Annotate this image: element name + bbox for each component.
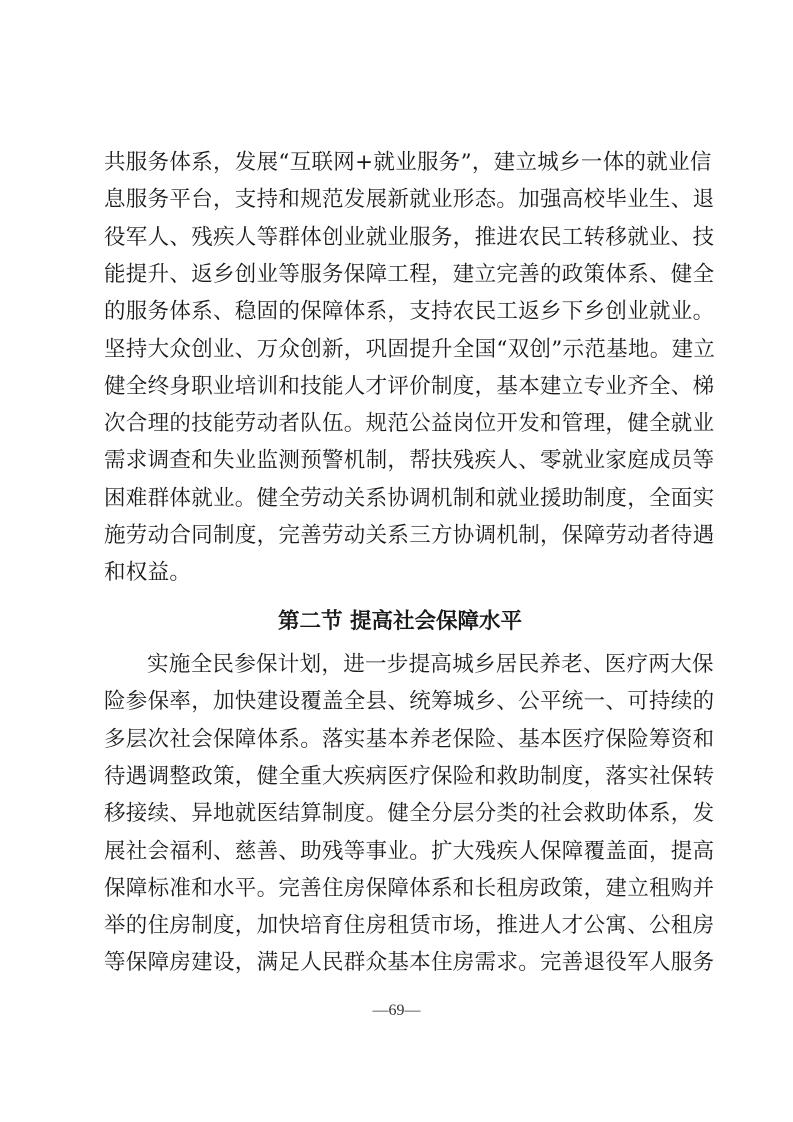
paragraph2-line-8: 举的住房制度，加快培育住房租赁市场，推进人才公寓、公租房: [104, 913, 715, 939]
paragraph1-line-1: 共服务体系，发展“互联网+就业服务”，建立城乡一体的就业信: [104, 150, 712, 175]
paragraph1-line-12: 和权益。: [104, 560, 192, 586]
paragraph2-line-2: 险参保率，加快建设覆盖全县、统筹城乡、公平统一、可持续的: [104, 689, 715, 715]
paragraph2-line-6: 展社会福利、慈善、助残等事业。扩大残疾人保障覆盖面，提高: [104, 838, 715, 864]
paragraph2-line-7: 保障标准和水平。完善住房保障体系和长租房政策，建立租购并: [104, 875, 715, 901]
paragraph2-line-9: 等保障房建设，满足人民群众基本住房需求。完善退役军人服务: [104, 950, 715, 976]
paragraph1-line-2: 息服务平台，支持和规范发展新就业形态。加强高校毕业生、退: [104, 187, 715, 213]
paragraph2-line-3: 多层次社会保障体系。落实基本养老保险、基本医疗保险筹资和: [104, 726, 715, 752]
paragraph1-line-4: 能提升、返乡创业等服务保障工程，建立完善的政策体系、健全: [104, 261, 715, 287]
paragraph2-line-5: 移接续、异地就医结算制度。健全分层分类的社会救助体系，发: [104, 801, 715, 827]
paragraph1-line-10: 困难群体就业。健全劳动关系协调机制和就业援助制度，全面实: [104, 485, 715, 511]
page-number: —69—: [372, 1002, 421, 1019]
paragraph1-line-9: 需求调查和失业监测预警机制，帮扶残疾人、零就业家庭成员等: [104, 448, 715, 474]
paragraph1-line-7: 健全终身职业培训和技能人才评价制度，基本建立专业齐全、梯: [104, 373, 715, 399]
paragraph1-line-3: 役军人、残疾人等群体创业就业服务，推进农民工转移就业、技: [104, 224, 715, 250]
paragraph1-line-5: 的服务体系、稳固的保障体系，支持农民工返乡下乡创业就业。: [104, 299, 715, 325]
paragraph1-line-6: 坚持大众创业、万众创新，巩固提升全国“双创”示范基地。建立: [104, 336, 716, 362]
paragraph1-line-11: 施劳动合同制度，完善劳动关系三方协调机制，保障劳动者待遇: [104, 523, 715, 548]
paragraph2-line-1: 实施全民参保计划，进一步提高城乡居民养老、医疗两大保: [147, 652, 714, 677]
paragraph1-line-8: 次合理的技能劳动者队伍。规范公益岗位开发和管理，健全就业: [104, 411, 715, 437]
paragraph2-line-4: 待遇调整政策，健全重大疾病医疗保险和救助制度，落实社保转: [104, 763, 715, 789]
section-heading: 第二节 提高社会保障水平: [278, 609, 522, 634]
